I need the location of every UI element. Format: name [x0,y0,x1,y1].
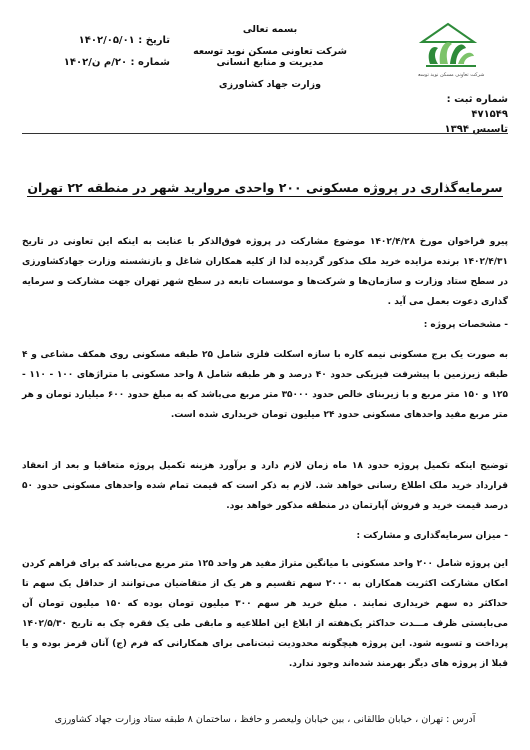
document-title [0,180,530,195]
logo-caption: شرکت تعاونی مسکن نوید توسعه [418,72,485,78]
letterhead-center [175,24,365,101]
completion-note-paragraph: توضیح اینکه تکمیل پروژه حدود ۱۸ ماه زمان لازم دارد و برآورد هزینه تکمیل پروژه متعاقبا و بعد از انعقاد قرارداد خرید ملک اطلاع رسانی خواهد شد. لازم به ذکر است که قیمت تمام شده واحدهای مسکونی حدود ۵۰ درصد قیمت خرید و فروش آپارتمان در منطقه مذکور خواهد بود. [22,461,508,511]
basmala: بسمه تعالی [242,24,298,35]
header-divider [22,133,508,134]
registration-number: شماره ثبت : ۴۷۱۵۴۹ [446,94,508,120]
ministry-name: وزارت جهاد کشاورزی [218,79,322,90]
founded-year: تاسیس ۱۳۹۴ [444,124,508,135]
letter-meta [50,30,170,74]
investment-paragraph: این پروژه شامل ۲۰۰ واحد مسکونی با میانگین متراژ مفید هر واحد ۱۲۵ متر مربع می‌باشد که برای فراهم کردن امکان مشارکت اکثریت همکاران به ۲۰۰۰ سهم تقسیم و هر یک از متقاضیان می‌توانند از حداقل یک سهم تا حداکثر ده سهم خریداری نمایند . مبلغ خرید هر سهم ۳۰۰ میلیون تومان بوده که ۱۵۰ میلیون تومان آن می‌بایستی ظرف مـــدت حداکثر یک‌هفته از ابلاغ این اطلاعیه و مابقی طی یک فقره چک به تاریخ ۱۴۰۲/۵/۳۰ پرداخت و تسویه شود. این پروژه هیچگونه محدودیت ثبت‌نامی برای همکارانی که فرم (ج) آنان قرمز بوده و یا قبلا از پروژه های دیگر بهرمند شده‌اند وجود ندارد. [22,559,508,669]
document-title-text: سرمایه‌گذاری در پروژه مسکونی ۲۰۰ واحدی مروارید شهر در منطقه ۲۲ تهران [27,180,503,195]
company-logo [418,18,506,82]
project-specs-paragraph: به صورت یک برج مسکونی نیمه کاره با سازه اسکلت فلزی شامل ۲۵ طبقه مسکونی روی همکف مشاعی و ۴ طبقه زیرزمین با پیشرفت فیزیکی حدود ۴۰ درصد و هر طبقه شامل ۸ واحد مسکونی با متراژهای ۱۰۰ - ۱۱۰ - ۱۲۵ و ۱۵۰ متر مربع و با زیربنای خالص حدود ۳۵۰۰۰ متر مربع می‌باشد که به مبلغ حدود ۶۰۰ میلیارد تومان و هر متر مربع مفید واحدهای مسکونی حدود ۲۴ میلیون تومان خریداری شده است. [22,350,509,420]
project-specs-heading: - مشخصات پروژه : [423,320,508,330]
investment-heading: - میزان سرمایه‌گذاری و مشارکت : [356,531,508,541]
letter-number: شماره : ۲۰/م ن/۱۴۰۲ [63,57,170,68]
registration-block [408,92,508,137]
footer-address: آدرس : تهران ، خیابان طالقانی ، بین خیابان ولیعصر و حافظ ، ساختمان ۸ طبقه ستاد وزارت جهاد کشاورزی [54,714,476,725]
letter-date: تاریخ : ۱۴۰۲/۰۵/۰۱ [78,35,170,46]
intro-paragraph: پیرو فراخوان مورخ ۱۴۰۲/۴/۲۸ موضوع مشارکت در پروژه فوق‌الذکر با عنایت به اینکه این تعاونی در تاریخ ۱۴۰۲/۴/۳۱ برنده مزایده خرید ملک مذکور گردیده لذا از کلیه همکاران شاغل و بازنشسته وزارت جهادکشاورزی در سطح ستاد وزارت و سازمان‌ها و شرکت‌ها و موسسات تابعه در سطح شهر تهران جهت مشارکت و سرمایه گذاری دعوت بعمل می آید . [22,237,508,307]
organization-name: شرکت تعاونی مسکن نوید توسعه مدیریت و منابع انسانی [193,46,347,68]
